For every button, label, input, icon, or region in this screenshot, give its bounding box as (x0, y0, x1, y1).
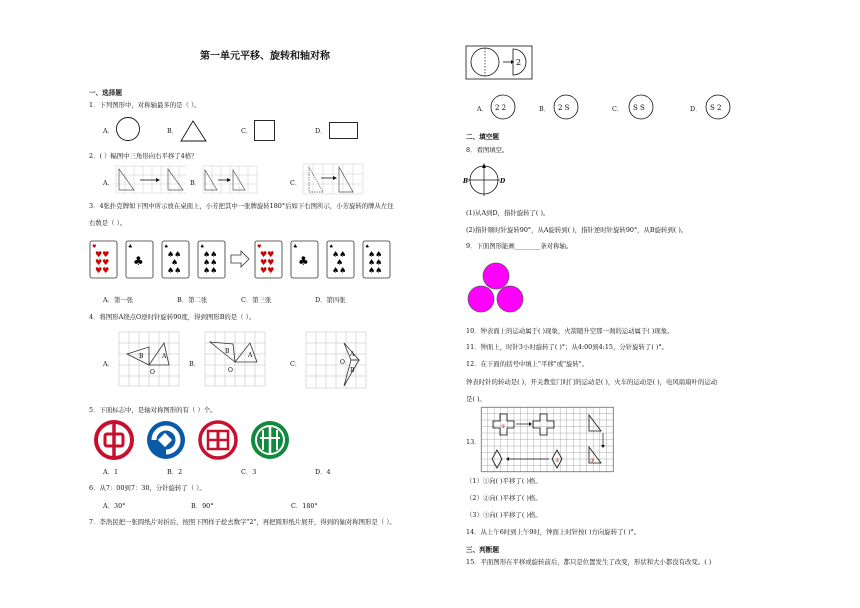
svg-text:♠♠: ♠♠ (368, 266, 383, 275)
svg-text:①: ① (501, 424, 506, 430)
svg-text:③: ③ (590, 458, 595, 464)
question-6-text: 6．从7：00到7：30，分针旋转了（ ）。 (89, 484, 206, 492)
q1-rectangle-shape (329, 122, 359, 140)
q7-option-d: D． (690, 105, 702, 113)
svg-text:♠: ♠ (164, 244, 169, 250)
q3-option-d: D．第四张 (315, 296, 346, 304)
svg-text:2 S: 2 S (558, 104, 570, 112)
q2-grid-a (116, 166, 186, 194)
svg-text:♠♠: ♠♠ (368, 258, 383, 267)
q7-circle-c (628, 94, 656, 122)
page-title: 第一单元平移、旋转和轴对称 (200, 51, 330, 62)
q3-option-b: B．第二张 (177, 296, 208, 304)
q7-circle-b (553, 94, 581, 122)
svg-text:D: D (500, 178, 506, 185)
svg-text:♠: ♠ (336, 258, 344, 267)
q7-circle-d (705, 94, 733, 122)
svg-text:♣: ♣ (133, 254, 144, 268)
q13-line3: （3）③向( )平移了( )格。 (466, 511, 542, 519)
q7-option-b: B． (539, 105, 551, 113)
q3-option-a: A．第一张 (103, 296, 134, 304)
question-8-text: 8．看图填空。 (466, 146, 509, 154)
q1-triangle-shape (180, 120, 208, 142)
q13-line2: （2）②向( )平移了( )格。 (466, 494, 542, 502)
q9-three-circles (466, 262, 526, 316)
q8-line1: (1)从A到D，指针旋转了( )。 (466, 209, 550, 217)
svg-text:♠: ♠ (365, 244, 370, 250)
question-15-text: 15．平面图形在平移或旋转前后，都只是位置发生了改变，形状和大小都没有改变。( ) (466, 558, 712, 566)
q6-option-c: C．180° (291, 502, 318, 510)
q1-option-d: D． (315, 127, 327, 135)
q4-grid-a (119, 332, 181, 387)
svg-text:♠♠: ♠♠ (368, 250, 383, 259)
svg-text:♠♠: ♠♠ (167, 266, 182, 275)
svg-text:A: A (162, 353, 167, 360)
section-heading-fill: 二、填空题 (466, 133, 499, 141)
q4-option-b: B． (189, 360, 201, 368)
question-3-text-line1: 3．4张扑克牌如下图中所示放在桌面上，小芳把其中一张牌旋转180°后如下右图所示，小芳旋转的牌从左往 (89, 202, 394, 210)
svg-text:♥♥: ♥♥ (260, 250, 275, 259)
svg-text:O: O (340, 359, 345, 366)
q6-option-a: A．30° (103, 502, 126, 510)
q7-option-a: A． (477, 105, 489, 113)
logo-bank-of-china (96, 422, 132, 458)
q5-option-a: A．1 (103, 468, 119, 476)
question-1-text: 1．下列图形中，对称轴最多的是（ ）。 (89, 101, 201, 109)
q2-grid-c (303, 164, 363, 196)
svg-text:♠♠: ♠♠ (203, 250, 218, 259)
svg-text:B: B (350, 367, 355, 374)
svg-text:♥: ♥ (257, 244, 262, 250)
q2-option-c: C． (290, 179, 302, 187)
svg-text:A: A (248, 352, 253, 359)
logo-icbc (200, 422, 236, 458)
q1-option-b: B． (167, 127, 179, 135)
question-7-text: 7．李浩民把一张圆纸片对折后，按照下图样子挖去数字"2"，再把圆形纸片展开，得到的轴对称图形是（ ）。 (89, 518, 396, 526)
q1-circle-shape (116, 117, 142, 143)
q4-grid-c (306, 332, 368, 390)
svg-text:B: B (463, 178, 469, 185)
svg-text:♣: ♣ (128, 244, 133, 250)
question-5-text: 5．下面标志中，是轴对称图形的有（ ）个。 (89, 406, 217, 414)
q4-grid-b (205, 332, 267, 387)
q8-line2: (2)指针顺时针旋转90°，从A旋转到( )，指针逆时针旋转90°，从B旋转到( )。 (466, 226, 688, 234)
logo-agricultural-bank (251, 421, 289, 459)
svg-text:O: O (228, 367, 233, 374)
q6-option-b: B．90° (191, 502, 214, 510)
svg-text:♥: ♥ (92, 244, 97, 250)
q2-grid-b (203, 166, 257, 194)
svg-text:♣: ♣ (293, 244, 298, 250)
q5-bank-logos (94, 420, 290, 462)
svg-text:♠♠: ♠♠ (203, 266, 218, 275)
q7-option-c: C． (612, 105, 624, 113)
q1-option-a: A． (103, 127, 115, 135)
svg-text:♥♥: ♥♥ (260, 266, 275, 275)
svg-text:♥♥: ♥♥ (260, 258, 275, 267)
svg-text:2: 2 (516, 58, 522, 67)
svg-text:②: ② (555, 458, 560, 464)
svg-text:S 2: S 2 (710, 104, 722, 112)
q5-option-b: B．2 (167, 468, 183, 476)
question-12-line2: 钟表时针的转动是( )，开关教室门时门的运动是( )，火车的运动是( )，电风扇扇叶的运动 (466, 378, 718, 386)
q13-grid (481, 407, 615, 473)
question-12-line1: 12．在下面的括号中填上"平移"或"旋转"。 (466, 360, 589, 368)
q2-option-b: B． (190, 179, 202, 187)
svg-text:♠♠: ♠♠ (332, 266, 347, 275)
svg-text:♥♥: ♥♥ (95, 258, 110, 267)
q8-dial-diagram (463, 158, 507, 202)
svg-text:♣: ♣ (298, 254, 309, 268)
svg-text:♠: ♠ (171, 258, 179, 267)
q3-option-c: C．第三张 (241, 296, 272, 304)
svg-text:♠♠: ♠♠ (332, 250, 347, 259)
q7-circle-a (490, 94, 518, 122)
question-10-text: 10．钟表面上的运动属于( )现象，火箭随升空那一刹的运动属于( )现象。 (466, 327, 674, 335)
q4-option-c: C． (290, 360, 302, 368)
svg-text:B: B (225, 348, 230, 355)
q1-option-c: C． (241, 127, 253, 135)
q1-square-shape (254, 120, 276, 142)
question-12-line3: 是( )。 (466, 395, 486, 403)
q2-option-a: A． (103, 179, 115, 187)
question-11-text: 11．钟面上，时针3小时旋转了( )°；从4:00到4:15，分针旋转了( )°。 (466, 343, 668, 351)
svg-text:♠: ♠ (329, 244, 334, 250)
svg-text:B: B (139, 353, 144, 360)
question-3-text-line2: 右数是（ ）。 (89, 219, 127, 227)
q5-option-c: C．3 (241, 468, 257, 476)
question-4-text: 4．将图形A绕点O逆时针旋转90度，得到图形B的是（ ）。 (89, 313, 256, 321)
svg-text:♥♥: ♥♥ (95, 266, 110, 275)
svg-text:O: O (150, 369, 155, 376)
question-14-text: 14．从上午6时到上午9时，钟面上时针按( )方向旋转了( )°。 (466, 528, 641, 536)
q4-option-a: A． (103, 360, 115, 368)
svg-text:♠♠: ♠♠ (167, 250, 182, 259)
svg-text:A: A (350, 351, 355, 358)
svg-text:S S: S S (633, 104, 645, 112)
question-2-text: 2．( ）幅图中三角形向右平移了4格？ (89, 152, 198, 160)
logo-construction-bank (147, 421, 185, 459)
q13-line1: （1）①向( )平移了( )格。 (466, 477, 542, 485)
section-heading-choice: 一、选择题 (89, 89, 122, 97)
svg-text:♥♥: ♥♥ (95, 250, 110, 259)
q3-playing-cards (89, 240, 395, 280)
question-9-text: 9．下面图形能画________条对称轴。 (466, 242, 573, 250)
question-13-number: 13． (466, 438, 481, 446)
q7-folded-paper (465, 45, 535, 81)
section-heading-judge: 三、判断题 (466, 546, 499, 554)
q5-option-d: D．4 (315, 468, 331, 476)
svg-text:♠♠: ♠♠ (203, 258, 218, 267)
svg-text:2 2: 2 2 (495, 104, 507, 112)
svg-text:♠: ♠ (200, 244, 205, 250)
